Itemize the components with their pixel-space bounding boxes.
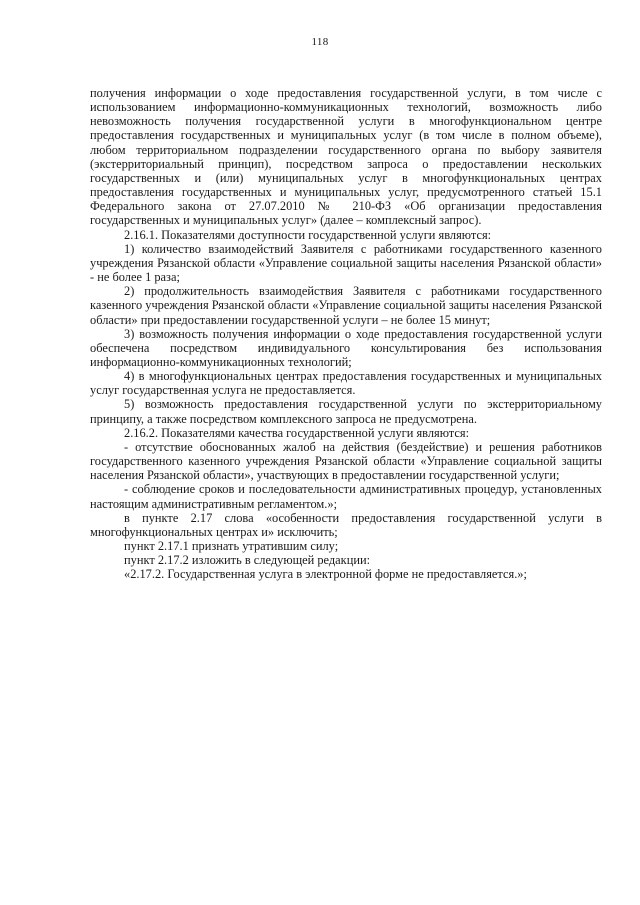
- paragraph-2-16-2-heading: 2.16.2. Показателями качества государственной услуги являются:: [124, 425, 470, 440]
- paragraph-item-5: 5) возможность предоставления государственной услуги по экстерриториальному принципу, а также посредством комплексного запроса не предусмотрена.: [90, 397, 602, 426]
- paragraph-quality-1: - отсутствие обоснованных жалоб на действия (бездействие) и решения работников государственного казенного учреждения Рязанской области «Управление социальной защиты населения Рязанской области», участвующих в предоставлении государственной услуги;: [90, 439, 602, 483]
- paragraph-amend-2-17: в пункте 2.17 слова «особенности предоставления государственной услуги в многофункциональных центрах и» исключить;: [90, 510, 602, 539]
- page-number: 118: [311, 36, 329, 48]
- paragraph-item-2: 2) продолжительность взаимодействия Заявителя с работниками государственного казенного учреждения Рязанской области «Управление социальной защиты населения Рязанской области» при предоставлении государственной услуги – не более 15 минут;: [90, 284, 602, 327]
- paragraph-2-16-1-heading: 2.16.1. Показателями доступности государственной услуги являются:: [124, 227, 492, 242]
- paragraph-new-2-17-2: «2.17.2. Государственная услуга в электронной форме не предоставляется.»;: [124, 567, 527, 582]
- paragraph-amend-2-17-1: пункт 2.17.1 признать утратившим силу;: [124, 539, 339, 553]
- paragraph-item-4: 4) в многофункциональных центрах предоставления государственных и муниципальных услуг государственная услуга не предоставляется.: [90, 369, 602, 398]
- paragraph-item-3: 3) возможность получения информации о ходе предоставления государственной услуги обеспечена посредством индивидуального консультирования без использования информационно-коммуникационных технологий;: [90, 326, 602, 369]
- paragraph-continuation: получения информации о ходе предоставления государственной услуги, в том числе с использованием информационно-коммуникационных технологий, возможность либо невозможность получения государственной услуги в многофункциональном центре предоставления государственных и муниципальных услуг (в том числе в полном объеме), любом территориальном подразделении государственного органа по выбору заявителя (экстерриториальный принцип), посредством запроса о предоставлении нескольких государственных и (или) муниципальных услуг в многофункциональных центрах предоставления государственных и муниципальных услуг, предусмотренного статьей 15.1 Федерального закона от 27.07.2010 № 210-ФЗ «Об организации предоставления государственных и муниципальных услуг» (далее – комплексный запрос).: [90, 86, 602, 228]
- paragraph-quality-2: - соблюдение сроков и последовательности административных процедур, установленных настоящим административным регламентом.»;: [90, 482, 602, 511]
- document-body: [90, 86, 602, 581]
- paragraph-item-1: 1) количество взаимодействий Заявителя с работниками государственного казенного учреждения Рязанской области «Управление социальной защиты населения Рязанской области» - не более 1 раза;: [90, 241, 602, 285]
- paragraph-amend-2-17-2: пункт 2.17.2 изложить в следующей редакции:: [124, 553, 371, 568]
